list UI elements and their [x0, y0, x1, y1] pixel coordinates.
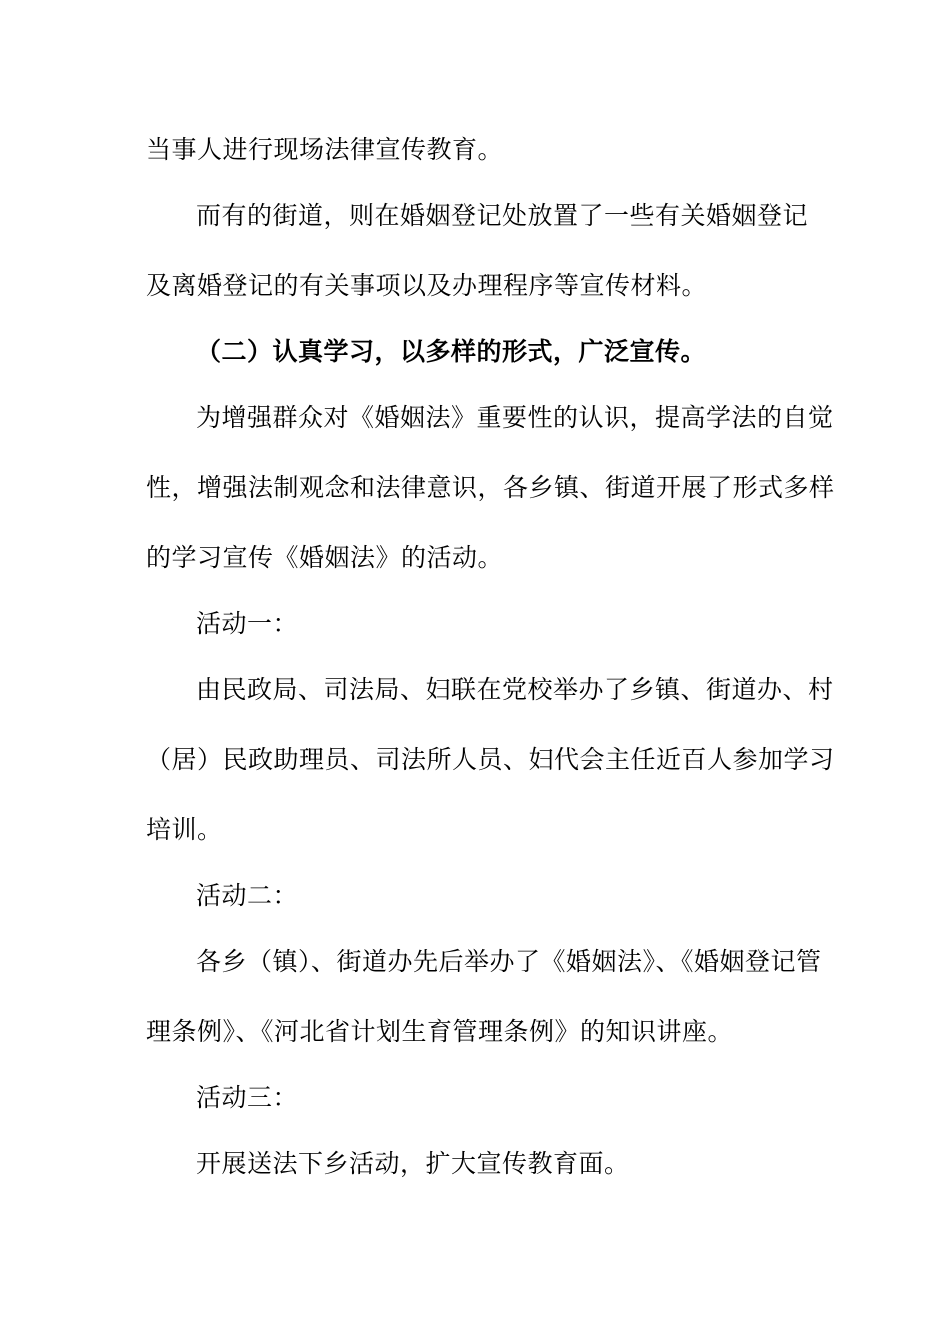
paragraph-line: 为增强群众对《婚姻法》重要性的认识，提高学法的自觉 [196, 403, 834, 432]
paragraph-line: 开展送法下乡活动，扩大宣传教育面。 [196, 1149, 630, 1178]
paragraph-line: 及离婚登记的有关事项以及办理程序等宣传材料。 [146, 271, 708, 300]
paragraph-line: 培训。 [146, 815, 223, 844]
activity-label: 活动二： [196, 881, 299, 910]
activity-label: 活动一： [196, 609, 299, 638]
paragraph-line: 而有的街道，则在婚姻登记处放置了一些有关婚姻登记 [196, 201, 809, 230]
paragraph-line: 的学习宣传《婚姻法》的活动。 [146, 543, 504, 572]
paragraph-line: 由民政局、司法局、妇联在党校举办了乡镇、街道办、村 [196, 675, 834, 704]
section-heading: （二）认真学习，以多样的形式，广泛宣传。 [196, 337, 707, 366]
paragraph-line: 理条例》、《河北省计划生育管理条例》的知识讲座。 [146, 1017, 734, 1046]
paragraph-line: 当事人进行现场法律宣传教育。 [146, 135, 504, 164]
activity-label: 活动三： [196, 1083, 299, 1112]
paragraph-line: 性，增强法制观念和法律意识，各乡镇、街道开展了形式多样 [146, 473, 835, 502]
paragraph-line: （居）民政助理员、司法所人员、妇代会主任近百人参加学习 [146, 745, 835, 774]
paragraph-line: 各乡（镇）、街道办先后举办了《婚姻法》、《婚姻登记管 [196, 947, 822, 976]
